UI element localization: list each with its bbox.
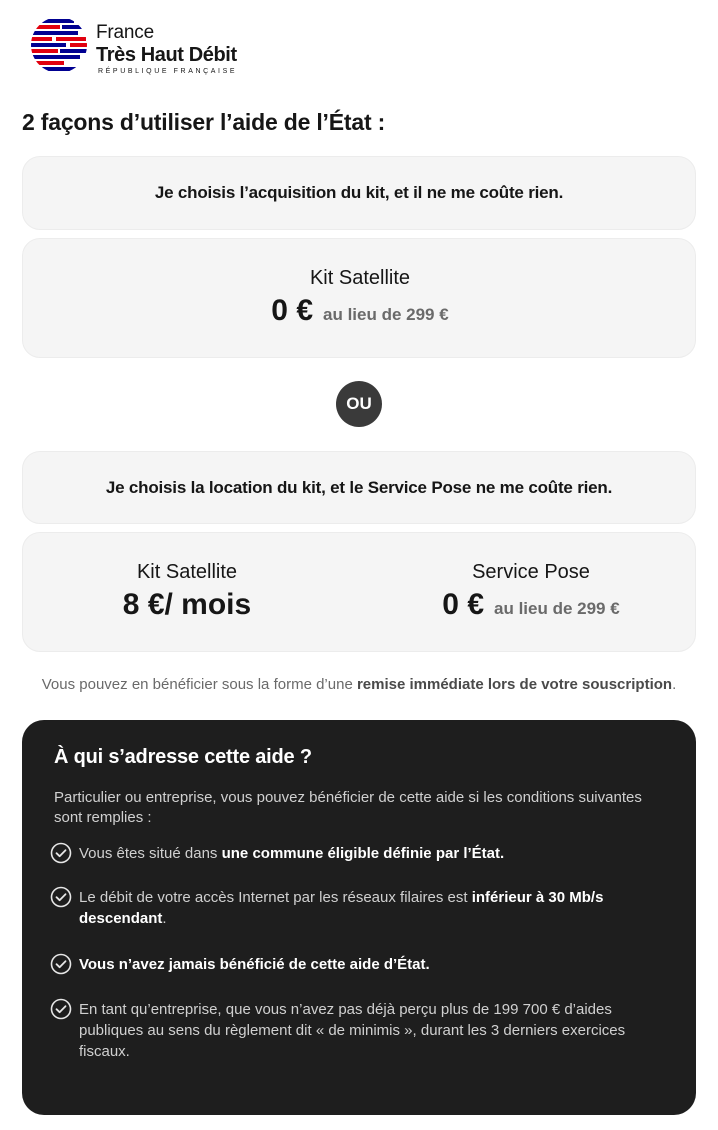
offer-price: 0 €: [442, 588, 485, 621]
france-thd-logo[interactable]: [30, 16, 250, 76]
eligibility-title: À qui s’adresse cette aide ?: [54, 746, 312, 768]
condition-text-regular: Vous êtes situé dans: [79, 845, 222, 862]
condition-text: [79, 843, 504, 864]
kit-satellite-offer: [23, 267, 697, 328]
offer-name: Service Pose: [472, 561, 590, 583]
condition-item: [50, 954, 670, 975]
condition-item: [50, 999, 670, 1062]
check-circle-icon: [50, 886, 72, 908]
condition-text-bold: inférieur à 30 Mb/s descendant: [79, 889, 604, 927]
condition-text-bold: Vous n’avez jamais bénéficié de cette aide d’État.: [79, 956, 430, 973]
condition-text: [79, 887, 670, 929]
condition-text-bold: une commune éligible définie par l’État.: [221, 845, 505, 862]
check-circle-icon: [50, 842, 72, 864]
option-location-heading: Je choisis la location du kit, et le Service Pose ne me coûte rien.: [105, 477, 613, 497]
option-acquisition-offer-card: [22, 238, 696, 358]
offer-old-price: au lieu de 299 €: [494, 599, 620, 618]
option-location-offer-card: [22, 532, 696, 652]
kit-satellite-rental-offer: [87, 561, 287, 622]
condition-text: [79, 999, 670, 1062]
option-acquisition-heading: Je choisis l’acquisition du kit, et il ne me coûte rien.: [154, 183, 564, 202]
condition-text-regular: Le débit de votre accès Internet par les réseaux filaires est: [79, 889, 472, 906]
check-circle-icon: [50, 953, 72, 975]
page-title: 2 façons d’utiliser l’aide de l’État :: [22, 109, 386, 135]
condition-text: [79, 954, 430, 975]
logo-republique-text: RÉPUBLIQUE FRANÇAISE: [98, 68, 238, 75]
france-thd-logo-mark-icon: [30, 16, 88, 74]
offer-price: 0 €: [271, 294, 314, 327]
logo-france-text: France: [96, 22, 154, 43]
condition-item: [50, 843, 670, 864]
or-separator-badge: OU: [336, 381, 382, 427]
offer-name: Kit Satellite: [309, 267, 411, 289]
discount-note-prefix: Vous pouvez en bénéficier sous la forme d’une: [41, 676, 357, 693]
offer-name: Kit Satellite: [136, 561, 238, 583]
discount-note-bold: remise immédiate lors de votre souscription: [356, 676, 673, 693]
check-circle-icon: [50, 998, 72, 1020]
condition-item: [50, 887, 670, 929]
offer-price: 8 €/ mois: [122, 588, 252, 621]
discount-note-suffix: .: [672, 676, 677, 693]
option-acquisition-heading-card: [22, 156, 696, 230]
condition-text-regular: En tant qu’entreprise, que vous n’avez pas déjà perçu plus de 199 700 € d’aides publiques au sens du règlement dit « de minimis », durant les 3 derniers exercices fiscaux.: [79, 1001, 626, 1060]
offer-old-price: au lieu de 299 €: [323, 305, 449, 324]
eligibility-intro: Particulier ou entreprise, vous pouvez bénéficier de cette aide si les conditions suivantes sont remplies :: [54, 789, 642, 826]
service-pose-offer: [411, 561, 651, 622]
option-location-heading-card: [22, 451, 696, 524]
discount-note: [0, 676, 718, 693]
condition-text-end: .: [162, 910, 167, 927]
eligibility-panel: [22, 720, 696, 1115]
logo-thd-text: Très Haut Débit: [96, 44, 237, 66]
